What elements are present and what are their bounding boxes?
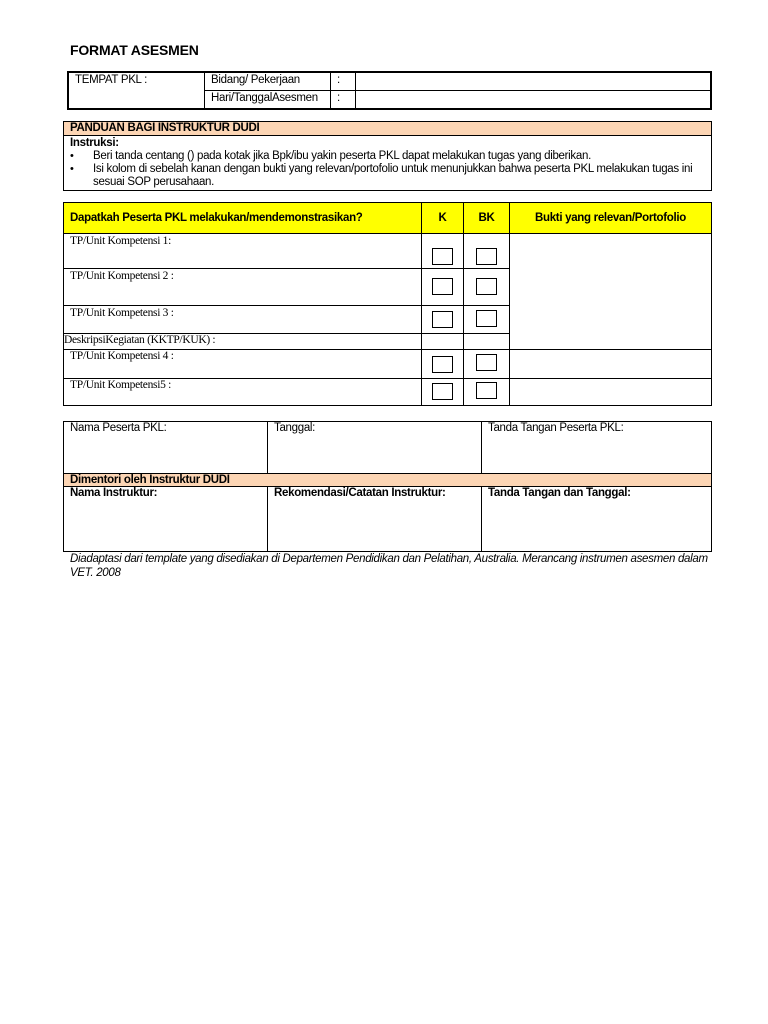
bk-header: BK	[464, 203, 510, 234]
hari-tanggal-label: Hari/TanggalAsesmen	[205, 91, 331, 110]
page-title: FORMAT ASESMEN	[70, 42, 199, 58]
instruction-item: • Beri tanda centang () pada kotak jika Bpk/ibu yakin peserta PKL dapat melakukan tugas yang diberikan.	[70, 150, 705, 163]
ttd-peserta-field[interactable]: Tanda Tangan Peserta PKL:	[482, 422, 712, 474]
k-checkbox[interactable]	[432, 278, 453, 295]
bk-checkbox[interactable]	[476, 278, 497, 295]
instruction-list	[70, 150, 705, 189]
instruksi-label: Instruksi:	[70, 137, 119, 149]
bk-checkbox[interactable]	[476, 354, 497, 371]
bk-checkbox[interactable]	[476, 310, 497, 327]
panduan-heading: PANDUAN BAGI INSTRUKTUR DUDI	[64, 122, 711, 136]
competency-table	[63, 202, 712, 406]
competency-row-label: TP/Unit Kompetensi 4 :	[64, 350, 422, 379]
rekomendasi-field[interactable]: Rekomendasi/Catatan Instruktur:	[268, 487, 482, 552]
competency-row-label: TP/Unit Kompetensi 3 :	[64, 306, 422, 334]
tanggal-field[interactable]: Tanggal:	[268, 422, 482, 474]
signature-table	[63, 421, 712, 552]
ttd-tanggal-field[interactable]: Tanda Tangan dan Tanggal:	[482, 487, 712, 552]
competency-row-label: TP/Unit Kompetensi 2 :	[64, 269, 422, 306]
competency-row-label: TP/Unit Kompetensi 1:	[64, 234, 422, 269]
k-checkbox[interactable]	[432, 311, 453, 328]
k-header: K	[422, 203, 464, 234]
competency-row-label: TP/Unit Kompetensi5 :	[64, 379, 422, 406]
nama-peserta-field[interactable]: Nama Peserta PKL:	[64, 422, 268, 474]
k-checkbox[interactable]	[432, 383, 453, 400]
question-header: Dapatkah Peserta PKL melakukan/mendemonstrasikan?	[64, 203, 422, 234]
bukti-header: Bukti yang relevan/Portofolio	[510, 203, 712, 234]
instruction-item: • Isi kolom di sebelah kanan dengan bukti yang relevan/portofolio untuk menunjukkan bahwa peserta PKL melakukan tugas ini sesuai SOP perusahaan.	[70, 163, 705, 189]
panduan-box	[63, 121, 712, 191]
deskripsi-kegiatan-label: DeskripsiKegiatan (KKTP/KUK) :	[64, 334, 422, 350]
k-checkbox[interactable]	[432, 356, 453, 373]
mentor-heading: Dimentori oleh Instruktur DUDI	[64, 474, 712, 487]
footnote: Diadaptasi dari template yang disediakan di Departemen Pendidikan dan Pelatihan, Australia. Merancang instrumen asesmen dalam VET. 2008	[70, 553, 708, 579]
colon: :	[331, 91, 356, 110]
bukti-field[interactable]	[510, 379, 712, 406]
tempat-pkl-label: TEMPAT PKL :	[68, 72, 205, 109]
k-checkbox[interactable]	[432, 248, 453, 265]
bk-checkbox[interactable]	[476, 248, 497, 265]
header-table	[67, 71, 712, 110]
colon: :	[331, 72, 356, 91]
nama-instruktur-field[interactable]: Nama Instruktur:	[64, 487, 268, 552]
bk-checkbox[interactable]	[476, 382, 497, 399]
bukti-field[interactable]	[510, 234, 712, 350]
bidang-pekerjaan-label: Bidang/ Pekerjaan	[205, 72, 331, 91]
bukti-field[interactable]	[510, 350, 712, 379]
bidang-pekerjaan-field[interactable]	[356, 72, 712, 91]
hari-tanggal-field[interactable]	[356, 91, 712, 110]
